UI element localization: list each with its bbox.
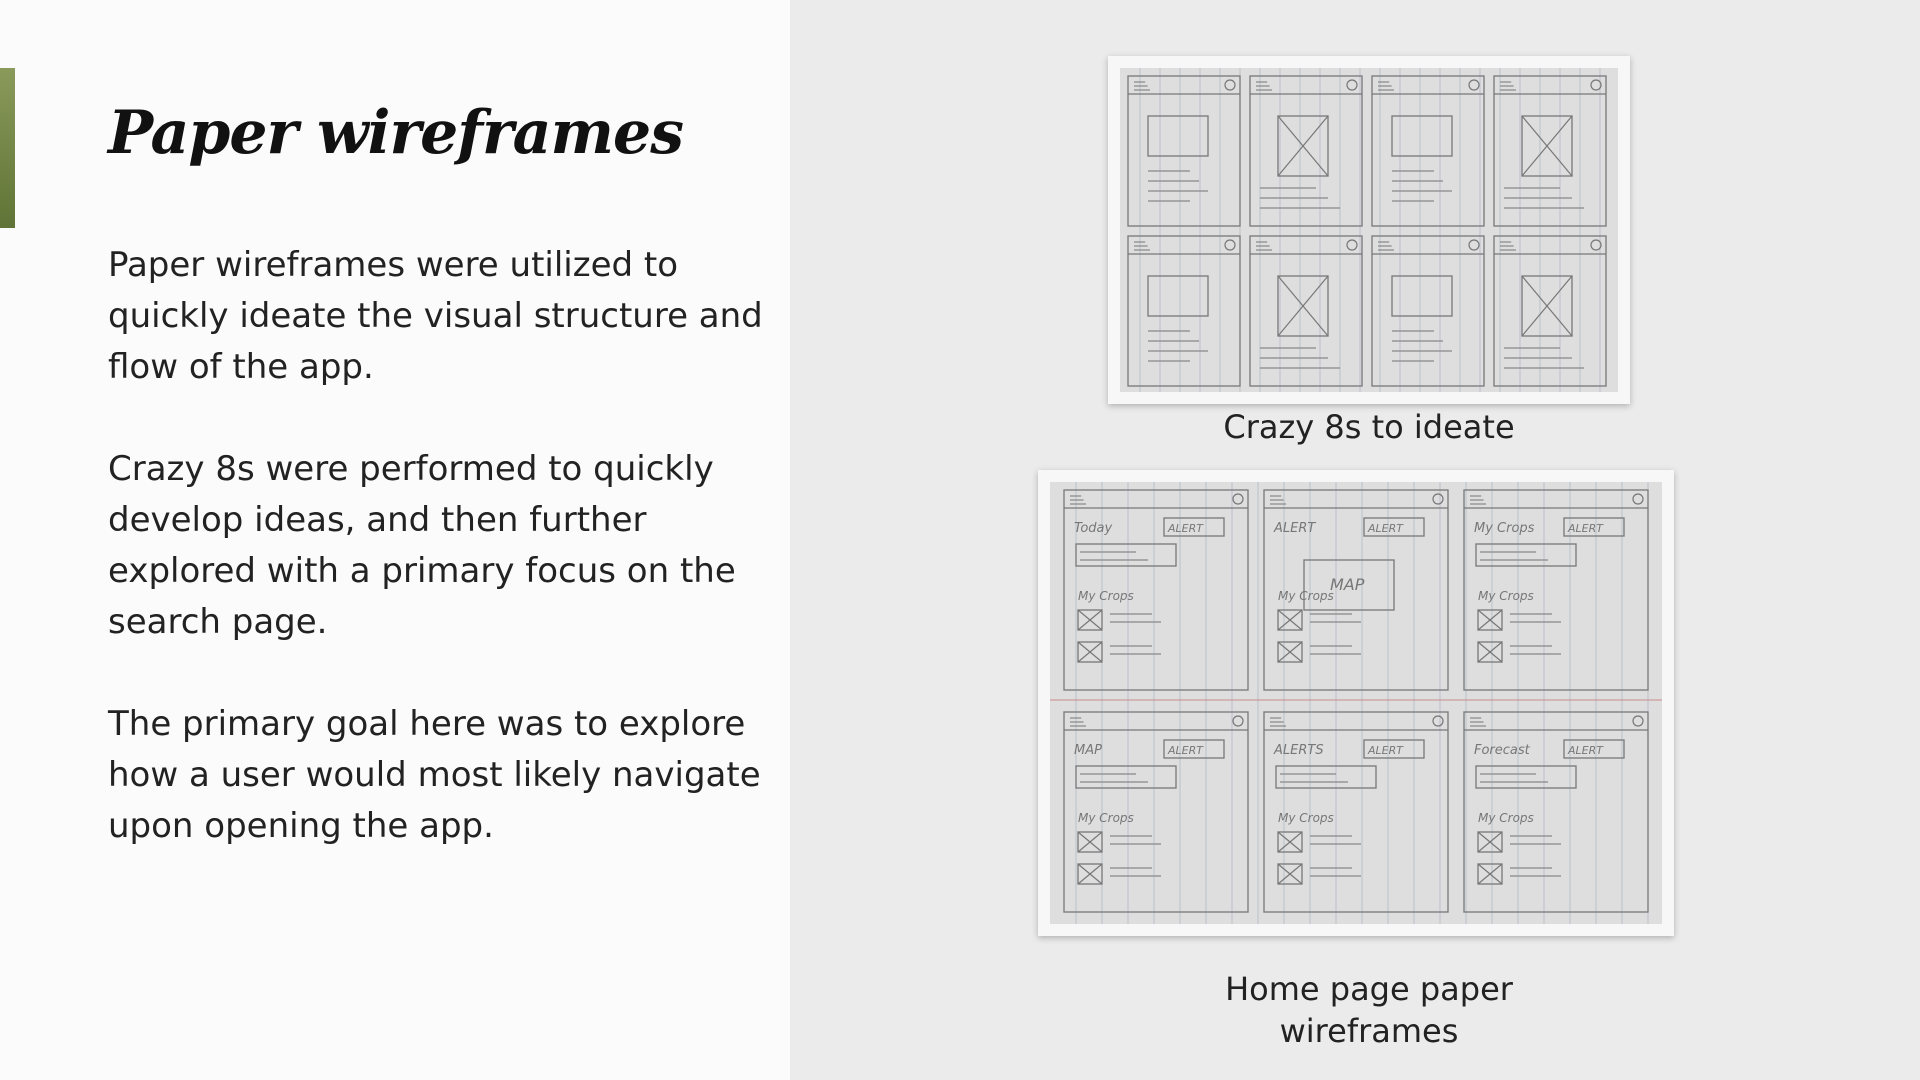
slide-title: Paper wireframes [108, 98, 683, 168]
body-text [108, 240, 768, 903]
paragraph-2: Crazy 8s were performed to quickly develop ideas, and then further explored with a primary focus on the search page. [108, 449, 736, 642]
svg-text:ALERT: ALERT [1568, 522, 1603, 535]
paragraph-1: Paper wireframes were utilized to quickly ideate the visual structure and flow of the app. [108, 245, 763, 387]
svg-text:My Crops: My Crops [1278, 811, 1334, 825]
svg-text:My Crops: My Crops [1078, 589, 1134, 603]
svg-text:ALERT: ALERT [1368, 744, 1403, 757]
svg-text:My Crops: My Crops [1478, 811, 1534, 825]
svg-text:ALERTS: ALERTS [1274, 743, 1324, 758]
svg-text:ALERT: ALERT [1168, 744, 1203, 757]
caption-line: wireframes [1279, 1012, 1459, 1050]
svg-text:My Crops: My Crops [1078, 811, 1134, 825]
crazy-8s-photo [1108, 56, 1630, 404]
svg-text:ALERT: ALERT [1368, 522, 1403, 535]
svg-text:Forecast: Forecast [1474, 743, 1530, 758]
crazy-8s-caption [1108, 406, 1630, 448]
home-wireframes-caption [1108, 968, 1630, 1052]
svg-text:My Crops: My Crops [1474, 521, 1535, 536]
svg-text:ALERT: ALERT [1568, 744, 1603, 757]
svg-text:Today: Today [1074, 521, 1113, 536]
home-wireframes-photo [1038, 470, 1674, 936]
svg-text:ALERT: ALERT [1274, 521, 1316, 536]
paragraph-3: The primary goal here was to explore how a user would most likely navigate upon opening the app. [108, 704, 761, 846]
caption-line: Crazy 8s to ideate [1223, 408, 1515, 446]
text-panel [0, 0, 790, 1080]
svg-text:ALERT: ALERT [1168, 522, 1203, 535]
caption-line: Home page paper [1225, 970, 1513, 1008]
svg-text:My Crops: My Crops [1278, 589, 1334, 603]
svg-text:MAP: MAP [1074, 743, 1102, 758]
home-wireframes-sketch [1050, 482, 1662, 924]
svg-text:My Crops: My Crops [1478, 589, 1534, 603]
svg-text:MAP: MAP [1330, 575, 1365, 594]
crazy-8s-sketch [1120, 68, 1618, 392]
accent-bar [0, 68, 15, 228]
image-panel [790, 0, 1920, 1080]
